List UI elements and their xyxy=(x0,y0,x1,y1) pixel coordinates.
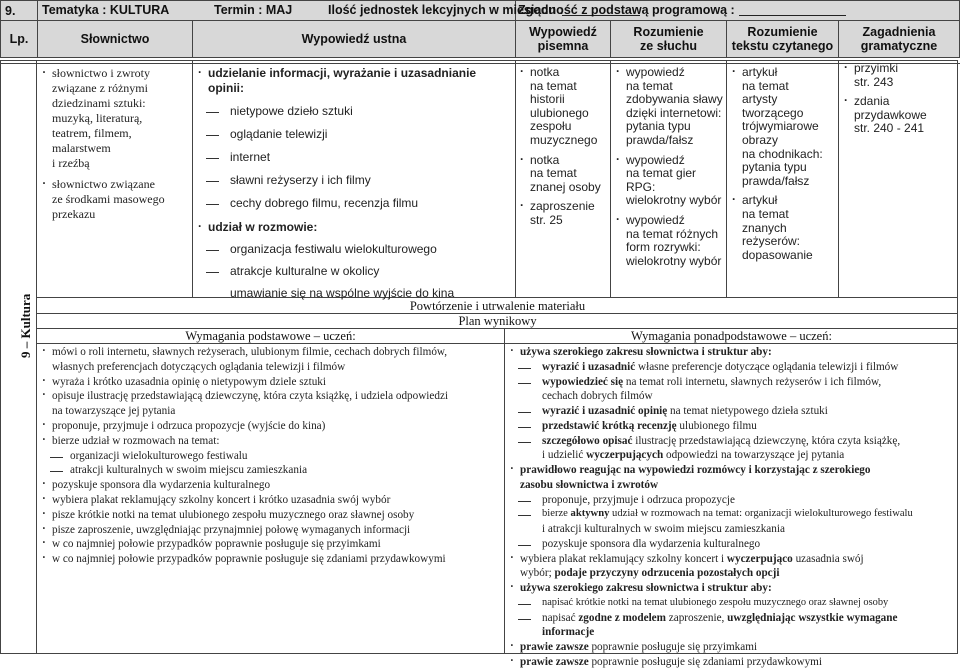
basic-requirement-line: · wybiera plakat reklamujący szkolny koncert i krótko uzasadnia swój wybór xyxy=(40,493,502,508)
col-slownictwo: Słownictwo xyxy=(38,21,193,58)
vocab-item: · słownictwo i zwroty związane z różnymi dziedzinami sztuki: muzyką, literaturą, teatrem, filmem, malarstwem i rzeźbą xyxy=(40,66,190,171)
speaking-sub: nietypowe dzieło sztuki xyxy=(196,104,514,127)
advanced-requirements-list: · używa szerokiego zakresu słownictwa i struktur aby: wyrazić i uzasadnić własne preferencje dotyczące oglądania telewizji i filmów wypowiedzieć się na temat roli internetu, sławnych reżyserów i ich filmów, cechach dobrych filmów wyrazić i uzasadnić opinię na temat nietypowego dzieła sztuki przedstawić krótką recenzję ulubionego filmu szczegółowo opisać ilustrację przedstawiającą dziewczynę, która czyta książkę, i udzielić wyczerpujących odpowiedzi na towarzyszące jej pytania · prawidłowo reagując na wypowiedzi rozmówcy i korzystając z szerokiego zasobu słownictwa i zwrotów proponuje, przyjmuje i odrzuca propozycje bierze aktywny udział w rozmowach na temat: organizacji wielokulturowego festiwalu i atrakcji kulturalnych w swoim miejscu zamieszkania pozyskuje sponsora dla wydarzenia kulturalnego · wybiera plakat reklamujący szkolny koncert i wyczerpująco uzasadnia swój wybór; podaje przyczyny odrzucenia pozostałych opcji · używa szerokiego zakresu słownictwa i struktur aby: napisać krótkie notki na temat ulubionego zespołu muzycznego oraz sławnej osoby napisać zgodne z modelem zaproszenie, uwzględniając wszystkie wymagane informacje · prawie zawsze poprawnie posługuje się przyimkami · prawie zawsze poprawnie posługuje się zdaniami przydawkowymi xyxy=(508,345,956,670)
advanced-requirements-header: Wymagania ponadpodstawowe – uczeń: xyxy=(631,329,832,343)
col-tekst: Rozumienie tekstu czytanego xyxy=(727,21,839,58)
speaking-sub: oglądanie telewizji xyxy=(196,127,514,150)
basic-requirement-line: · bierze udział w rozmowach na temat: xyxy=(40,434,502,449)
basic-requirement-line: · mówi o roli internetu, sławnych reżyserach, ulubionym filmie, cechach dobrych filmów, xyxy=(40,345,502,360)
compliance-blank xyxy=(739,15,846,16)
basic-requirement-line: na towarzyszące jej pytania xyxy=(52,405,176,418)
topic: Tematyka : KULTURA xyxy=(42,3,170,17)
compliance-cell xyxy=(516,1,960,21)
listening-item: · wypowiedź na temat zdobywania sławy dzięki internetowi: pytania typu prawda/fałsz xyxy=(614,66,726,148)
basic-requirement-line: · opisuje ilustrację przedstawiającą dziewczynę, która czyta książkę, i udziela odpowiedzi xyxy=(40,389,502,404)
side-label: 9 – Kultura xyxy=(18,293,33,358)
speaking-item-opinions: · udzielanie informacji, wyrażanie i uzasadnianie opinii: xyxy=(196,66,514,96)
side-label-cell xyxy=(0,293,36,654)
basic-requirement-line: · w co najmniej połowie przypadków poprawnie posługuje się zdaniami przydawkowymi xyxy=(40,552,502,567)
speaking-sub: organizacja festiwalu wielokulturowego xyxy=(196,242,514,264)
col-gram: Zagadnienia gramatyczne xyxy=(839,21,960,58)
basic-requirement-line: własnych preferencjach dotyczących oglądania telewizji i filmów xyxy=(52,360,346,373)
speaking-sub: atrakcje kulturalne w okolicy xyxy=(196,264,514,286)
col-sluch: Rozumienie ze słuchu xyxy=(611,21,727,58)
basic-requirements-header: Wymagania podstawowe – uczeń: xyxy=(185,329,356,343)
basic-requirement-line: · pozyskuje sponsora dla wydarzenia kulturalnego xyxy=(40,478,502,493)
grammar-item: · przyimki str. 243 xyxy=(842,62,957,89)
basic-requirement-line: · w co najmniej połowie przypadków poprawnie posługuje się przyimkami xyxy=(40,537,502,552)
speaking-sub: cechy dobrego filmu, recenzja filmu xyxy=(196,196,514,219)
row-number: 9. xyxy=(1,1,38,21)
speaking-column xyxy=(196,66,514,306)
speaking-item-conversation: · udział w rozmowie: xyxy=(196,220,514,242)
grammar-item: · zdania przydawkowe str. 240 - 241 xyxy=(842,95,957,136)
grammar-column xyxy=(842,62,957,136)
listening-item: · wypowiedź na temat gier RPG: wielokrotny wybór xyxy=(614,154,726,208)
basic-requirement-line: atrakcji kulturalnych w swoim miejscu zamieszkania xyxy=(40,463,502,478)
basic-requirement-line: · wyraża i krótko uzasadnia opinię o nietypowym dziele sztuki xyxy=(40,375,502,390)
listening-column xyxy=(614,66,726,268)
col-lp: Lp. xyxy=(1,21,38,58)
basic-requirement-line: organizacji wielokulturowego festiwalu xyxy=(40,449,502,464)
topic-cell xyxy=(38,1,564,21)
listening-item: · wypowiedź na temat różnych form rozrywki: wielokrotny wybór xyxy=(614,214,726,268)
reading-item: · artykuł na temat znanych reżyserów: dopasowanie xyxy=(730,194,838,262)
plan-title: Plan wynikowy xyxy=(458,314,537,328)
col-ustna: Wypowiedź ustna xyxy=(193,21,516,58)
col-pisemna: Wypowiedź pisemna xyxy=(516,21,611,58)
speaking-sub: umawianie się na wspólne wyjście do kina xyxy=(230,286,455,300)
basic-requirements-list xyxy=(40,345,502,567)
basic-requirement-line: · proponuje, przyjmuje i odrzuca propozycje (wyjście do kina) xyxy=(40,419,502,434)
curriculum-table xyxy=(0,0,960,64)
vocab-column xyxy=(40,66,190,222)
termin: Termin : MAJ xyxy=(214,3,293,17)
writing-column xyxy=(518,66,610,228)
review-title: Powtórzenie i utrwalenie materiału xyxy=(409,299,586,313)
writing-item: · notka na temat znanej osoby xyxy=(518,154,610,195)
speaking-sub: internet xyxy=(196,150,514,173)
writing-item: · notka na temat historii ulubionego zespołu muzycznego xyxy=(518,66,610,148)
reading-item: · artykuł na temat artysty tworzącego trójwymiarowe obrazy na chodnikach: pytania typu prawda/fałsz xyxy=(730,66,838,188)
reading-column xyxy=(730,66,838,262)
basic-requirement-line: · pisze krótkie notki na temat ulubionego zespołu muzycznego oraz sławnej osoby xyxy=(40,508,502,523)
basic-requirement-line: · pisze zaproszenie, uwzględniając przynajmniej połowę wymaganych informacji xyxy=(40,523,502,538)
compliance-label: Zgodność z podstawą programową : xyxy=(518,3,735,17)
vocab-item: · słownictwo związane ze środkami masowego przekazu xyxy=(40,177,190,222)
hours-label: Ilość jednostek lekcyjnych w miesiącu : xyxy=(328,3,564,17)
speaking-sub: sławni reżyserzy i ich filmy xyxy=(196,173,514,196)
writing-item: · zaproszenie str. 25 xyxy=(518,200,610,227)
